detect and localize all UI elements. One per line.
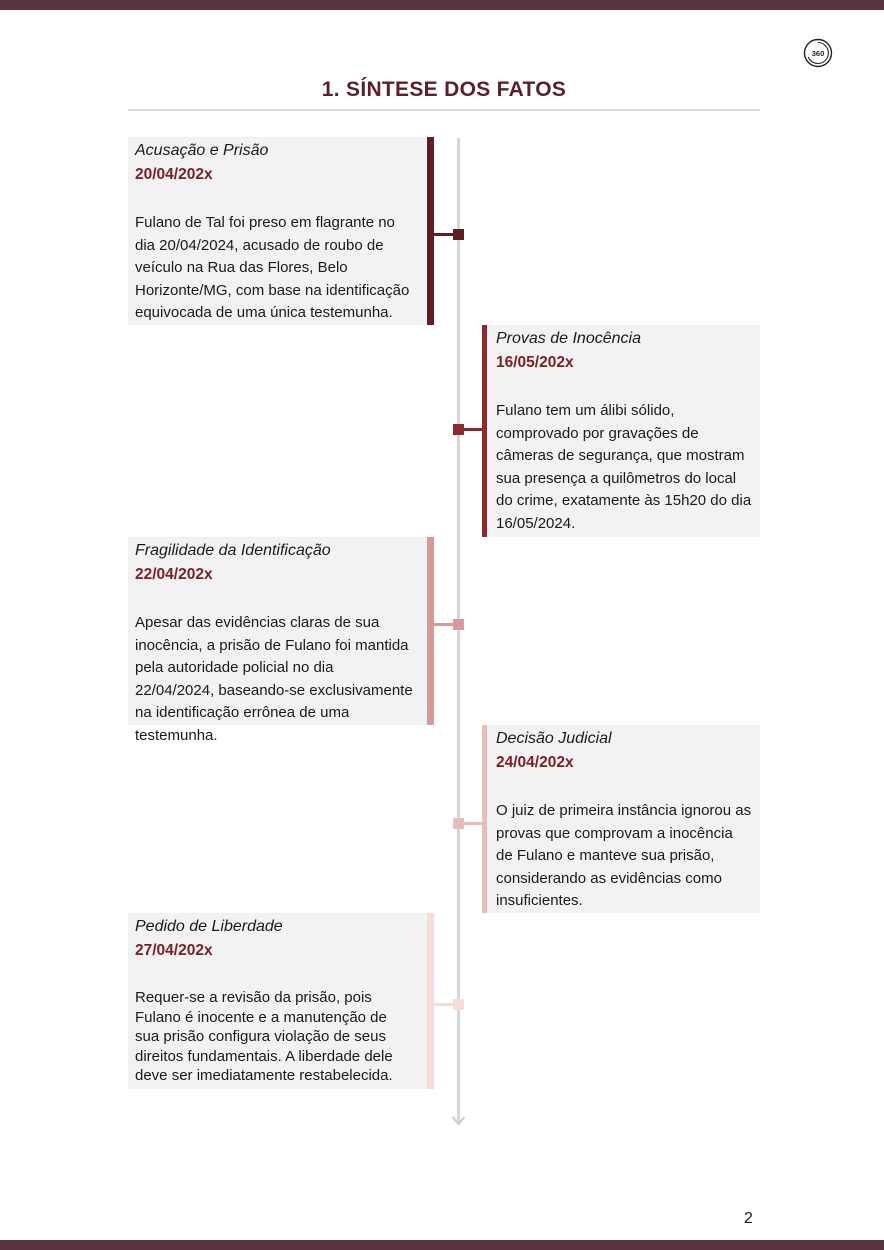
event-title: Acusação e Prisão (135, 142, 269, 159)
page-number: 2 (744, 1210, 753, 1227)
timeline-axis (457, 138, 460, 1123)
top-border-bar (0, 0, 884, 10)
timeline-card-2 (487, 325, 760, 537)
event-title: Decisão Judicial (496, 730, 612, 747)
event-description: Fulano tem um álibi sólido, comprovado por gravações de câmeras de segurança, que mostram sua presença a quilômetros do local do crime, exatamente às 15h20 do dia 16/05/2024. (496, 402, 752, 532)
timeline-accent-5 (427, 913, 434, 1089)
timeline-connector-5 (432, 1003, 454, 1006)
timeline-card-1 (128, 137, 428, 325)
timeline-connector-3 (432, 623, 454, 626)
timeline-node-1 (453, 229, 464, 240)
timeline-connector-2 (462, 428, 483, 431)
timeline-accent-3 (427, 537, 434, 725)
logo-text: 360 (811, 49, 825, 58)
event-description: Requer-se a revisão da prisão, pois Fulano é inocente e a manutenção de sua prisão configura violação de seus direitos fundamentais. A liberdade dele deve ser imediatamente restabelecida. (135, 989, 393, 1084)
bottom-border-bar (0, 1240, 884, 1250)
event-description: O juiz de primeira instância ignorou as provas que comprovam a inocência de Fulano e manteve sua prisão, considerando as evidências como insuficientes. (496, 802, 752, 909)
timeline-card-4 (487, 725, 760, 913)
brand-logo-360 (803, 38, 833, 68)
timeline-node-3 (453, 619, 464, 630)
event-title: Fragilidade da Identificação (135, 542, 331, 559)
timeline-arrow-icon (451, 1113, 466, 1128)
event-date: 16/05/202x (496, 354, 574, 371)
event-description: Apesar das evidências claras de sua inocência, a prisão de Fulano foi mantida pela autoridade policial no dia 22/04/2024, baseando-se exclusivamente na identificação errônea de uma testemunha. (135, 614, 413, 744)
timeline-card-5 (128, 913, 428, 1089)
timeline-card-3 (128, 537, 428, 744)
event-title: Pedido de Liberdade (135, 918, 283, 935)
event-date: 24/04/202x (496, 754, 574, 771)
timeline-node-5 (453, 999, 464, 1010)
timeline-connector-4 (462, 822, 483, 825)
event-title: Provas de Inocência (496, 330, 641, 347)
event-date: 22/04/202x (135, 566, 213, 583)
event-date: 27/04/202x (135, 942, 213, 959)
title-divider (128, 109, 760, 111)
timeline-accent-1 (427, 137, 434, 325)
section-title: 1. SÍNTESE DOS FATOS (321, 78, 567, 101)
timeline-connector-1 (432, 233, 454, 236)
event-date: 20/04/202x (135, 166, 213, 183)
event-description: Fulano de Tal foi preso em flagrante no dia 20/04/2024, acusado de roubo de veículo na Rua das Flores, Belo Horizonte/MG, com base na identificação equivocada de uma única testemunha. (135, 214, 410, 321)
